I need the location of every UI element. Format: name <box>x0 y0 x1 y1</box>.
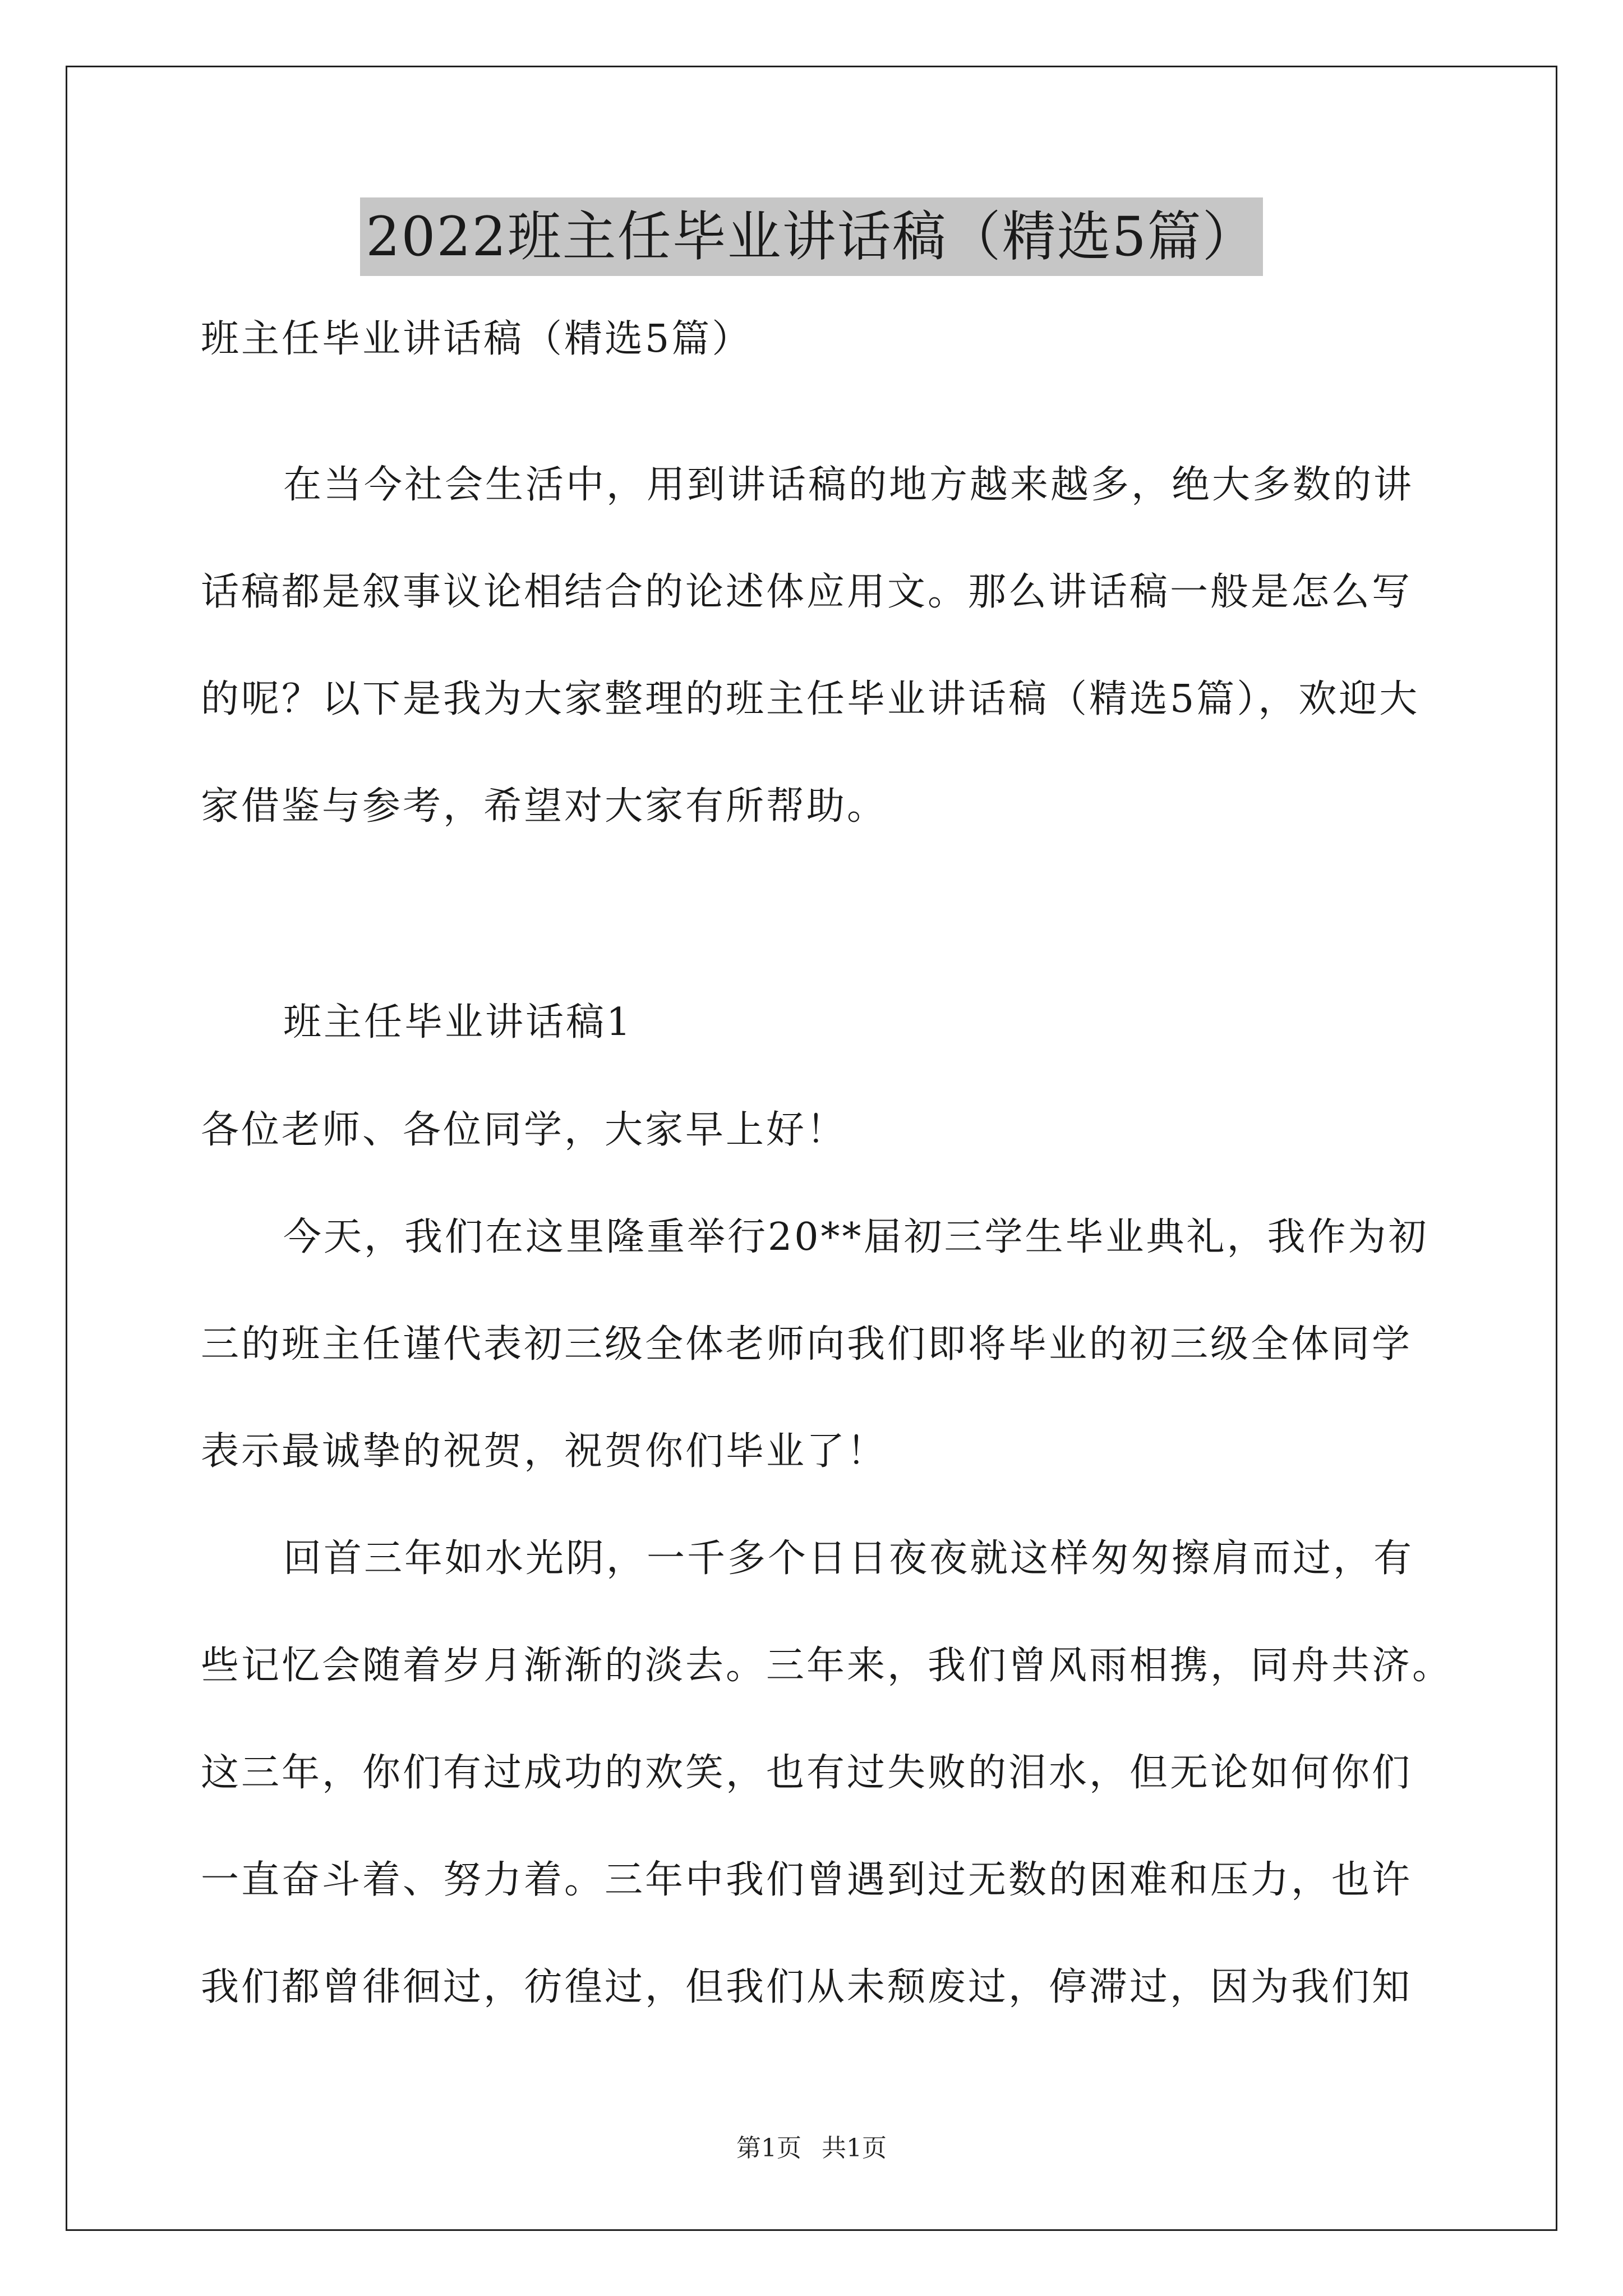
paragraph-line: 的呢？以下是我为大家整理的班主任毕业讲话稿（精选5篇），欢迎大 <box>201 677 1420 721</box>
paragraph-line: 一直奋斗着、努力着。三年中我们曾遇到过无数的困难和压力，也许 <box>201 1858 1413 1902</box>
greeting-line: 各位老师、各位同学，大家早上好！ <box>201 1108 847 1152</box>
paragraph-line: 回首三年如水光阴，一千多个日日夜夜就这样匆匆擦肩而过，有 <box>283 1536 1414 1581</box>
page-number: 第1页 <box>736 2134 801 2162</box>
paragraph-line: 在当今社会生活中，用到讲话稿的地方越来越多，绝大多数的讲 <box>283 463 1414 507</box>
subtitle-line: 班主任毕业讲话稿（精选5篇） <box>201 317 753 361</box>
paragraph-line: 我们都曾徘徊过，彷徨过，但我们从未颓废过，停滞过，因为我们知 <box>201 1965 1413 2009</box>
paragraph-line: 家借鉴与参考，希望对大家有所帮助。 <box>201 784 888 829</box>
paragraph-line: 这三年，你们有过成功的欢笑，也有过失败的泪水，但无论如何你们 <box>201 1751 1413 1795</box>
section-heading: 班主任毕业讲话稿1 <box>283 1000 633 1045</box>
document-title: 2022班主任毕业讲话稿（精选5篇） <box>360 197 1262 276</box>
paragraph-line: 今天，我们在这里隆重举行20**届初三学生毕业典礼，我作为初 <box>283 1215 1429 1259</box>
paragraph-line: 些记忆会随着岁月渐渐的淡去。三年来，我们曾风雨相携，同舟共济。 <box>201 1644 1453 1688</box>
page-total: 共1页 <box>822 2134 887 2162</box>
paragraph-line: 三的班主任谨代表初三级全体老师向我们即将毕业的初三级全体同学 <box>201 1322 1413 1366</box>
paragraph-line: 表示最诚挚的祝贺，祝贺你们毕业了！ <box>201 1429 888 1474</box>
page-footer <box>0 2132 1623 2165</box>
paragraph-line: 话稿都是叙事议论相结合的论述体应用文。那么讲话稿一般是怎么写 <box>201 570 1413 614</box>
title-container <box>0 197 1623 276</box>
